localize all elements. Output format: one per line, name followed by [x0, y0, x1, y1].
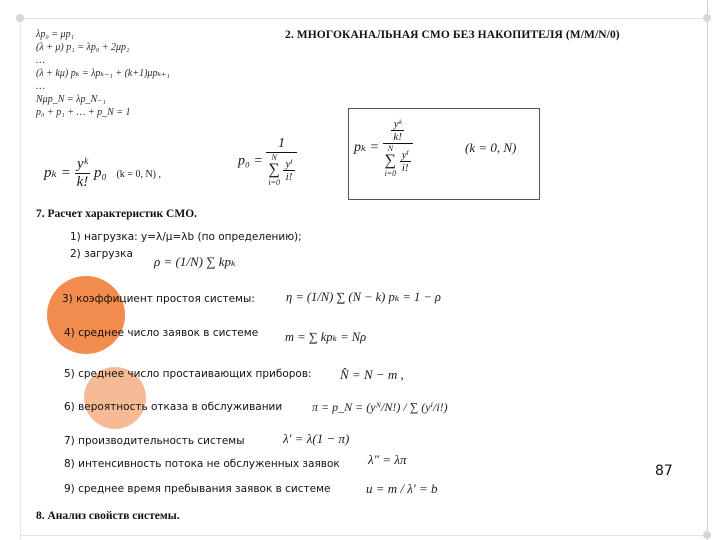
fraction-denominator: k! [76, 174, 89, 190]
formula-idle-coefficient: η = (1/N) ∑ (N − k) pₖ = 1 − ρ [286, 290, 441, 304]
formula-load: ρ = (1/N) ∑ kpₖ [154, 254, 236, 269]
sum-operator [385, 144, 397, 178]
sum-sign: ∑ [384, 152, 397, 169]
formula-lhs: p₀ = [238, 153, 263, 169]
page-number: 87 [655, 463, 673, 479]
characteristic-item-2: 2) загрузка [70, 248, 133, 260]
characteristic-item-6: 6) вероятность отказа в обслуживании [64, 401, 283, 413]
slide-title: 2. МНОГОКАНАЛЬНАЯ СМО БЕЗ НАКОПИТЕЛЯ (M/M/N/0) [285, 29, 620, 41]
fraction [75, 156, 91, 191]
formula-idle-devices: N̂ = N − m , [340, 367, 404, 382]
formula-pk-range: (k = 0, N) [465, 140, 517, 155]
fraction-denominator: i! [285, 171, 293, 183]
fraction [383, 118, 413, 178]
formula-pk-left [44, 156, 161, 191]
fraction-denominator: i! [401, 162, 409, 174]
formula-lhs: pₖ = [354, 140, 380, 156]
section-heading-7: 7. Расчет характеристик СМО. [36, 208, 198, 220]
sum-lower: i=0 [384, 169, 397, 178]
equation-line: λp₀ = μp₁ [36, 29, 75, 40]
frame-right-line [707, 0, 708, 540]
equation-line: … [36, 55, 45, 66]
frame-bottom-line [20, 535, 708, 536]
formula-range: (k = 0, N) , [116, 168, 161, 180]
fraction-numerator: yⁱ [401, 149, 409, 161]
equation-line: Nμp_N = λp_N₋₁ [36, 94, 106, 105]
frame-left-line [20, 18, 21, 540]
equation-line: p₀ + p₁ + … + p_N = 1 [36, 107, 131, 118]
inner-fraction [283, 157, 294, 183]
fraction-denominator: k! [393, 131, 402, 143]
balance-equations [36, 28, 196, 119]
inner-fraction [391, 118, 404, 143]
formula-pk-boxed [354, 118, 413, 178]
characteristic-item-5: 5) среднее число простаивающих приборов: [64, 368, 312, 380]
frame-corner-dot [16, 14, 24, 22]
formula-refusal-probability: π = p_N = (yᴺ/N!) / ∑ (yⁱ/i!) [312, 400, 448, 414]
characteristic-item-7: 7) производительность системы [64, 435, 245, 447]
frame-corner-dot [703, 14, 711, 22]
equation-line: … [36, 81, 45, 92]
frame-top-line [20, 18, 708, 19]
sum-lower: i=0 [268, 178, 280, 187]
formula-throughput: λ′ = λ(1 − π) [283, 431, 350, 446]
characteristic-item-4: 4) среднее число заявок в системе [64, 327, 259, 339]
sum-upper: N [271, 153, 277, 162]
fraction-denominator [383, 144, 413, 178]
fraction-numerator: yᵏ [75, 156, 91, 174]
characteristic-item-1: 1) нагрузка: y=λ/μ=λb (по определению); [70, 231, 302, 243]
frame-corner-dot [703, 531, 711, 539]
inner-fraction [400, 148, 411, 174]
fraction-numerator: 1 [266, 136, 296, 153]
equation-line: (λ + kμ) pₖ = λpₖ₋₁ + (k+1)μpₖ₊₁ [36, 68, 170, 79]
fraction-denominator [266, 153, 296, 187]
equation-line: (λ + μ) p₁ = λp₀ + 2μp₂ [36, 42, 130, 53]
formula-mean-requests: m = ∑ kpₖ = Nρ [285, 330, 367, 344]
formula-unserved-flow: λ″ = λπ [368, 452, 407, 467]
formula-p0 [238, 136, 297, 187]
characteristic-item-9: 9) среднее время пребывания заявок в системе [64, 483, 331, 495]
formula-p0: p₀ [94, 164, 107, 181]
formula-mean-stay-time: u = m / λ′ = b [366, 481, 438, 496]
fraction-numerator: yᵏ [391, 118, 404, 131]
section-heading-8: 8. Анализ свойств системы. [36, 510, 180, 522]
characteristic-item-3: 3) коэффициент простоя системы: [62, 293, 255, 305]
sum-upper: N [387, 144, 394, 153]
sum-operator [268, 153, 280, 187]
characteristic-item-8: 8) интенсивность потока не обслуженных заявок [64, 458, 340, 470]
fraction [266, 136, 296, 187]
fraction-numerator: yⁱ [285, 158, 293, 170]
fraction-numerator [383, 118, 413, 144]
formula-lhs: pₖ = [44, 164, 71, 181]
sum-sign: ∑ [268, 161, 280, 178]
decorative-circle [47, 276, 125, 354]
